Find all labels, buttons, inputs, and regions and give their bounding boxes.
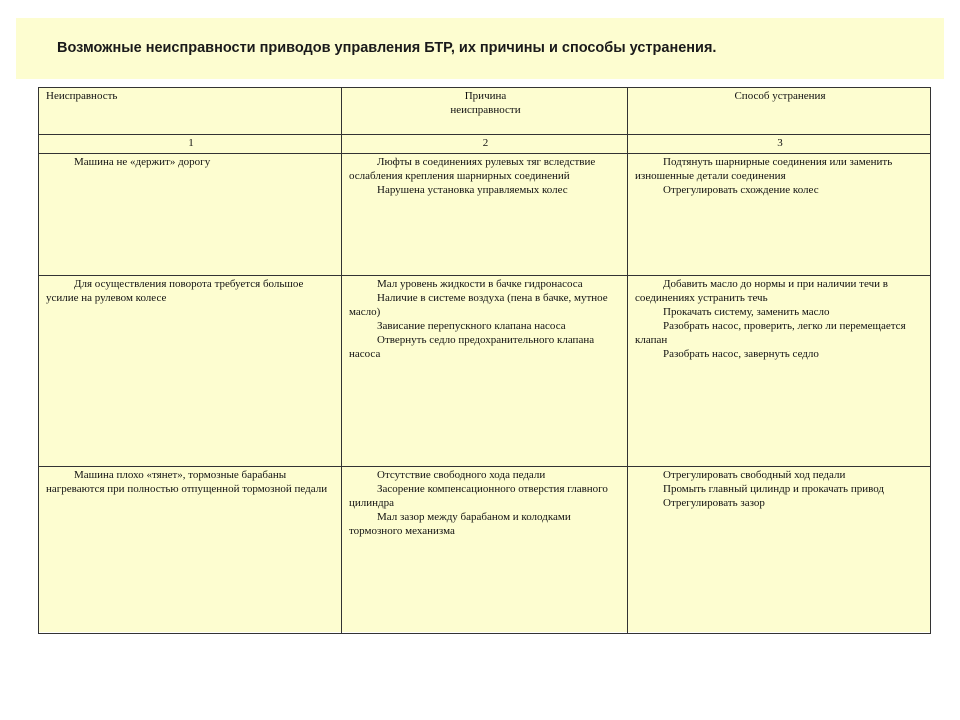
fault-text: Машина не «держит» дорогу bbox=[74, 156, 211, 168]
header-fault-label: Неисправность bbox=[46, 90, 118, 102]
cause-cell bbox=[342, 154, 628, 276]
remedy-text: Отрегулировать зазор bbox=[663, 497, 765, 509]
header-cause bbox=[342, 88, 628, 135]
cause-text: Отвернуть седло предохранительного клапана насоса bbox=[349, 334, 595, 360]
cause-cell bbox=[342, 467, 628, 634]
remedy-text: Отрегулировать свободный ход педали bbox=[663, 469, 846, 481]
cause-text: Мал уровень жидкости в бачке гидронасоса bbox=[377, 278, 583, 290]
faults-table bbox=[38, 87, 931, 634]
header-fault bbox=[39, 88, 342, 135]
column-number-row bbox=[39, 135, 931, 154]
cause-text: Зависание перепускного клапана насоса bbox=[377, 320, 566, 332]
cause-text: Люфты в соединениях рулевых тяг вследствие ослабления крепления шарнирных соединений bbox=[349, 156, 596, 182]
remedy-text: Разобрать насос, завернуть седло bbox=[663, 348, 819, 360]
fault-text: Для осуществления поворота требуется большое усилие на рулевом колесе bbox=[46, 278, 304, 304]
remedy-cell bbox=[628, 154, 931, 276]
column-number: 3 bbox=[628, 135, 931, 154]
cause-text: Отсутствие свободного хода педали bbox=[377, 469, 546, 481]
table-row bbox=[39, 154, 931, 276]
cause-text: Мал зазор между барабаном и колодками тормозного механизма bbox=[349, 511, 571, 537]
header-cause-label: Причина неисправности bbox=[450, 90, 521, 116]
page-title: Возможные неисправности приводов управления БТР, их причины и способы устранения. bbox=[57, 40, 717, 56]
cause-text: Засорение компенсационного отверстия главного цилиндра bbox=[349, 483, 608, 509]
remedy-cell bbox=[628, 276, 931, 467]
remedy-text: Отрегулировать схождение колес bbox=[663, 184, 819, 196]
column-number: 1 bbox=[39, 135, 342, 154]
remedy-text: Разобрать насос, проверить, легко ли перемещается клапан bbox=[635, 320, 906, 346]
table-row bbox=[39, 276, 931, 467]
title-banner bbox=[16, 18, 944, 79]
remedy-text: Промыть главный цилиндр и прокачать привод bbox=[663, 483, 884, 495]
fault-cell bbox=[39, 467, 342, 634]
header-remedy-label: Способ устранения bbox=[734, 90, 826, 102]
column-number: 2 bbox=[342, 135, 628, 154]
remedy-text: Прокачать систему, заменить масло bbox=[663, 306, 830, 318]
header-remedy bbox=[628, 88, 931, 135]
table-header-row bbox=[39, 88, 931, 135]
cause-text: Нарушена установка управляемых колес bbox=[377, 184, 568, 196]
remedy-text: Подтянуть шарнирные соединения или заменить изношенные детали соединения bbox=[635, 156, 893, 182]
table-row bbox=[39, 467, 931, 634]
fault-text: Машина плохо «тянет», тормозные барабаны нагреваются при полностью отпущенной тормозной педали bbox=[46, 469, 328, 495]
fault-cell bbox=[39, 276, 342, 467]
remedy-text: Добавить масло до нормы и при наличии течи в соединениях устранить течь bbox=[635, 278, 888, 304]
cause-text: Наличие в системе воздуха (пена в бачке, мутное масло) bbox=[349, 292, 608, 318]
cause-cell bbox=[342, 276, 628, 467]
fault-cell bbox=[39, 154, 342, 276]
remedy-cell bbox=[628, 467, 931, 634]
